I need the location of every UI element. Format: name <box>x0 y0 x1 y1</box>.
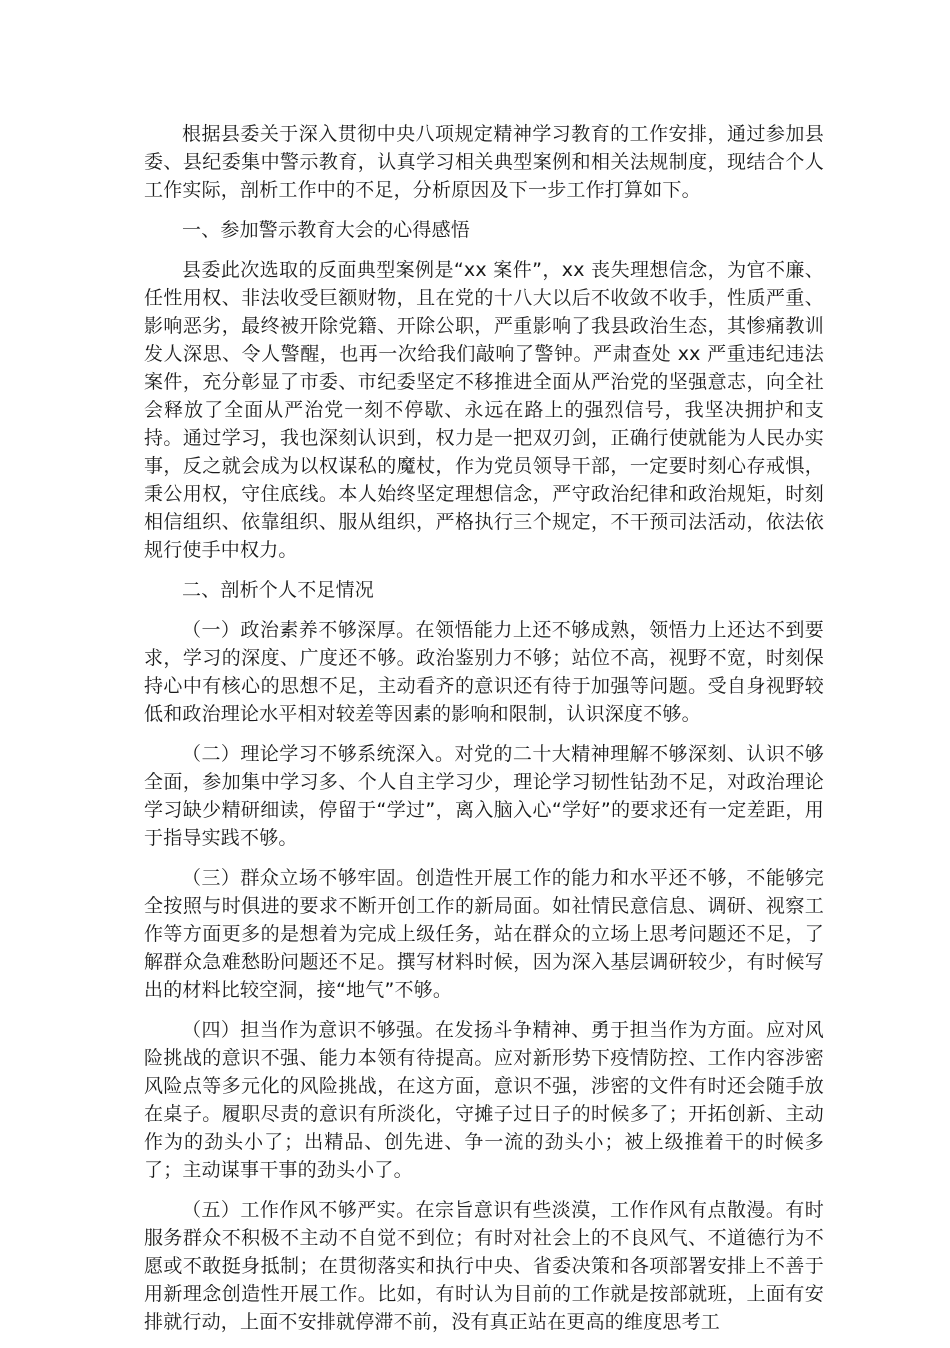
shortcoming-item-1: （一）政治素养不够深厚。在领悟能力上还不够成熟，领悟力上还达不到要求，学习的深度、广度还不够。政治鉴别力不够；站位不高，视野不宽，时刻保持心中有核心的思想不足，主动看齐的意识还有待于加强等问题。受自身视野较低和政治理论水平相对较差等因素的影响和限制，认识深度不够。 <box>144 619 824 725</box>
section-1-body: 县委此次选取的反面典型案例是“xx 案件”，xx 丧失理想信念，为官不廉、任性用权、非法收受巨额财物，且在党的十八大以后不收敛不收手，性质严重、影响恶劣，最终被开除党籍、开除公职，严重影响了我县政治生态，其惨痛教训发人深思、令人警醒，也再一次给我们敲响了警钟。严肃查处 xx 严重违纪违法案件，充分彰显了市委、市纪委坚定不移推进全面从严治党的坚强意志，向全社会释放了全面从严治党一刻不停歇、永远在路上的强烈信号，我坚决拥护和支持。通过学习，我也深刻认识到，权力是一把双刃剑，正确行使就能为人民办实事，反之就会成为以权谋私的魔杖，作为党员领导干部，一定要时刻心存戒惧，秉公用权，守住底线。本人始终坚定理想信念，严守政治纪律和政治规矩，时刻相信组织、依靠组织、服从组织，严格执行三个规定，不干预司法活动，依法依规行使手中权力。 <box>144 259 824 561</box>
shortcoming-item-5: （五）工作作风不够严实。在宗旨意识有些淡漠，工作作风有点散漫。有时服务群众不积极不主动不自觉不到位；有时对社会上的不良风气、不道德行为不愿或不敢挺身抵制；在贯彻落实和执行中央、省委决策和各项部署安排上不善于用新理念创造性开展工作。比如，有时认为目前的工作就是按部就班，上面有安排就行动，上面不安排就停滞不前，没有真正站在更高的维度思考工 <box>144 1199 824 1333</box>
intro-paragraph: 根据县委关于深入贯彻中央八项规定精神学习教育的工作安排，通过参加县委、县纪委集中警示教育，认真学习相关典型案例和相关法规制度，现结合个人工作实际，剖析工作中的不足，分析原因及下一步工作打算如下。 <box>144 123 824 201</box>
document-page <box>144 120 824 1348</box>
section-1-heading: 一、参加警示教育大会的心得感悟 <box>182 219 471 241</box>
section-2-heading: 二、剖析个人不足情况 <box>182 579 375 601</box>
shortcoming-item-2: （二）理论学习不够系统深入。对党的二十大精神理解不够深刻、认识不够全面，参加集中学习多、个人自主学习少，理论学习韧性钻劲不足，对政治理论学习缺少精研细读，停留于“学过”，离入脑入心“学好”的要求还有一定差距，用于指导实践不够。 <box>144 743 824 849</box>
shortcoming-item-4: （四）担当作为意识不够强。在发扬斗争精神、勇于担当作为方面。应对风险挑战的意识不强、能力本领有待提高。应对新形势下疫情防控、工作内容涉密风险点等多元化的风险挑战，在这方面，意识不强，涉密的文件有时还会随手放在桌子。履职尽责的意识有所淡化，守摊子过日子的时候多了；开拓创新、主动作为的劲头小了；出精品、创先进、争一流的劲头小；被上级推着干的时候多了；主动谋事干事的劲头小了。 <box>144 1019 824 1181</box>
shortcoming-item-3: （三）群众立场不够牢固。创造性开展工作的能力和水平还不够，不能够完全按照与时俱进的要求不断开创工作的新局面。如社情民意信息、调研、视察工作等方面更多的是想着为完成上级任务，站在群众的立场上思考问题还不足，了解群众急难愁盼问题还不足。撰写材料时候，因为深入基层调研较少，有时候写出的材料比较空洞，接“地气”不够。 <box>144 867 824 1001</box>
